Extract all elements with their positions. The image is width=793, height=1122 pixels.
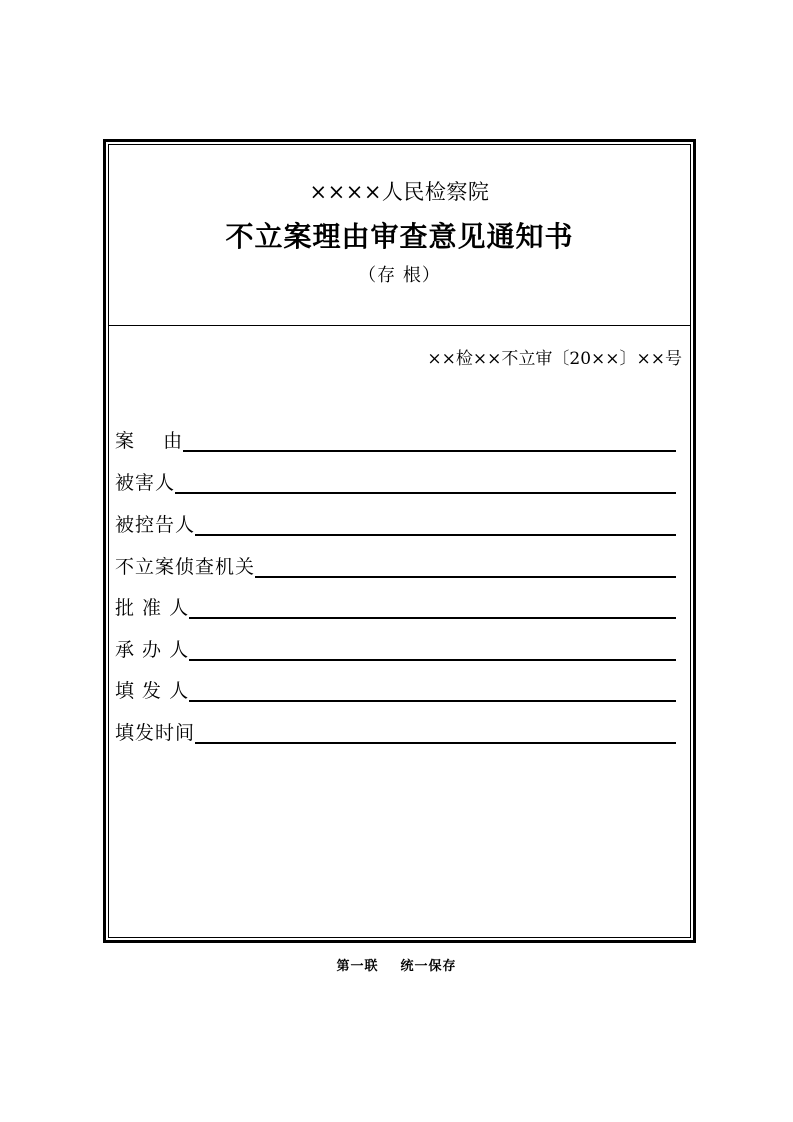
procuratorate-name: ××××人民检察院 [309,180,490,204]
field-line-handler[interactable] [189,659,676,661]
form-header [109,145,690,326]
field-line-case-cause[interactable] [183,450,676,452]
field-label-issuer: 填 发 人 [115,680,190,702]
field-label-investigating-agency: 不立案侦查机关 [115,556,256,578]
document-number: ××检××不立审〔20××〕××号 [427,349,682,369]
field-label-approver: 批 准 人 [115,597,190,619]
field-issue-time [115,715,676,745]
stub-label: （存 根） [358,265,441,286]
field-label-case-cause: 案 由 [115,430,184,452]
document-title: 不立案理由审查意见通知书 [225,220,574,253]
field-line-issuer[interactable] [189,700,676,702]
field-case-cause [115,423,676,453]
form-inner-frame [108,144,691,938]
field-accused [115,507,676,537]
field-victim [115,465,676,495]
field-investigating-agency [115,549,676,579]
field-line-victim[interactable] [175,492,676,494]
field-line-approver[interactable] [189,617,676,619]
field-issuer [115,673,676,703]
field-handler [115,632,676,662]
field-label-issue-time: 填发时间 [115,722,196,744]
form-outer-frame [103,139,696,943]
field-line-issue-time[interactable] [195,742,676,744]
field-approver [115,590,676,620]
field-line-accused[interactable] [195,534,676,536]
field-line-investigating-agency[interactable] [255,576,676,578]
field-label-handler: 承 办 人 [115,639,190,661]
copy-note: 第一联 统一保存 [336,959,457,974]
field-label-accused: 被控告人 [115,514,196,536]
field-label-victim: 被害人 [115,472,176,494]
